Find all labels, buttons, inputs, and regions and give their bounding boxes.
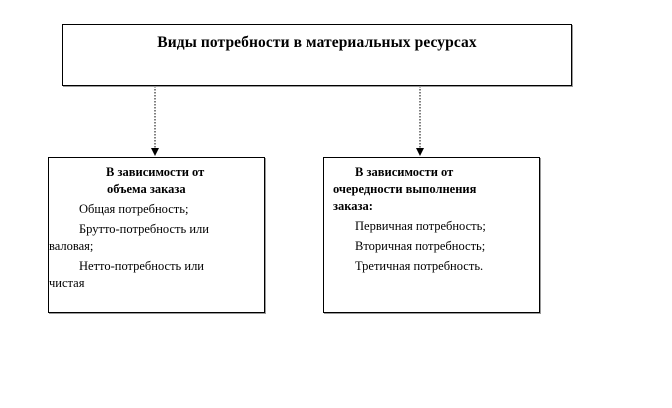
left-connector xyxy=(151,86,159,156)
volume-heading-line1: В зависимости от xyxy=(106,165,205,179)
priority-item-2: Вторичная потребность; xyxy=(355,239,486,253)
priority-item-1: Первичная потребность; xyxy=(355,219,486,233)
volume-item-3-line1: Нетто-потребность или xyxy=(79,259,204,273)
volume-heading-line2: объема заказа xyxy=(107,182,186,196)
diagram-title: Виды потребности в материальных ресурсах xyxy=(157,34,477,51)
priority-heading-line1: В зависимости от xyxy=(355,165,454,179)
volume-item-3-line2: чистая xyxy=(49,276,85,290)
volume-item-2-line2: валовая; xyxy=(49,239,94,253)
priority-item-3: Третичная потребность. xyxy=(355,259,484,273)
right-connector xyxy=(416,86,424,156)
priority-heading-line3: заказа: xyxy=(333,199,373,213)
volume-box xyxy=(48,157,265,313)
priority-box xyxy=(323,157,540,313)
priority-heading-line2: очередности выполнения xyxy=(333,182,477,196)
title-box xyxy=(62,24,572,86)
volume-item-1: Общая потребность; xyxy=(79,202,189,216)
volume-item-2-line1: Брутто-потребность или xyxy=(79,222,209,236)
